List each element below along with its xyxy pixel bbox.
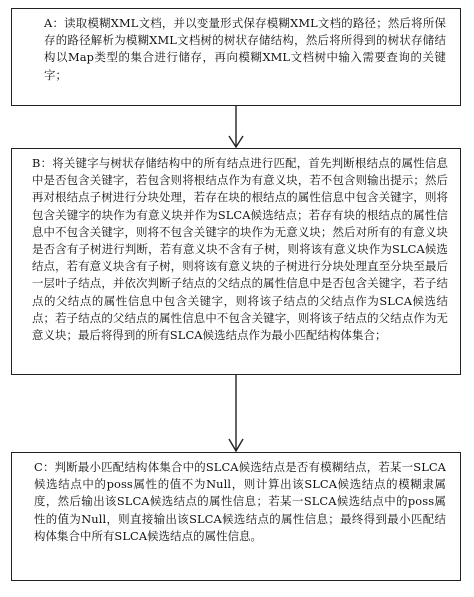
step-b-text: B：将关键字与树状存储结构中的所有结点进行匹配，首先判断根结点的属性信息中是否包含关键字，若包含则将根结点作为有意义块，若不包含则输出提示；然后再对根结点子树进行分块处理，若存在块的根结点的属性信息中包含关键字，则将包含关键字的块作为有意义块并作为SLCA候选结点；若存有块的根结点的属性信息中不包含关键字，则将不包含关键字的块作为无意义块；然后对所有的有意义块是否含有子树进行判断，若有意义块不含有子树，则将该有意义块作为SLCA候选结点，若有意义块含有子树，则将该有意义块的子树进行分块处理直至分块至最后一层叶子结点，并依次判断子结点的父结点的属性信息中是否包含关键字，若子结点的父结点的属性信息中包含关键字，则将该子结点的父结点作为SLCA候选结点；若子结点的父结点的属性信息中不包含关键字，则将该子结点的父结点作为无意义块；最后将得到的所有SLCA候选结点作为最小匹配结构体集合； <box>32 156 448 343</box>
step-a-text: A：读取模糊XML文档，并以变量形式保存模糊XML文档的路径；然后将所保存的路径解析为模糊XML文档树的树状存储结构，然后将所得到的树状存储结构以Map类型的集合进行储存，再向模糊XML文档树中输入需要查询的关键字； <box>44 16 446 82</box>
step-b-box <box>11 148 461 375</box>
step-c-box <box>11 452 461 581</box>
step-c-text: C：判断最小匹配结构体集合中的SLCA候选结点是否有模糊结点，若某一SLCA候选结点中的poss属性的值不为Null，则计算出该SLCA候选结点的模糊隶属度，然后输出该SLCA候选结点的属性信息；若某一SLCA候选结点中的poss属性的值为Null，则直接输出该SLCA候选结点的属性信息；最终得到最小匹配结构体集合中所有SLCA候选结点的属性信息。 <box>34 460 446 543</box>
step-a-box <box>11 8 461 106</box>
arrow-b-to-c <box>227 375 245 452</box>
arrow-a-to-b <box>227 106 245 148</box>
